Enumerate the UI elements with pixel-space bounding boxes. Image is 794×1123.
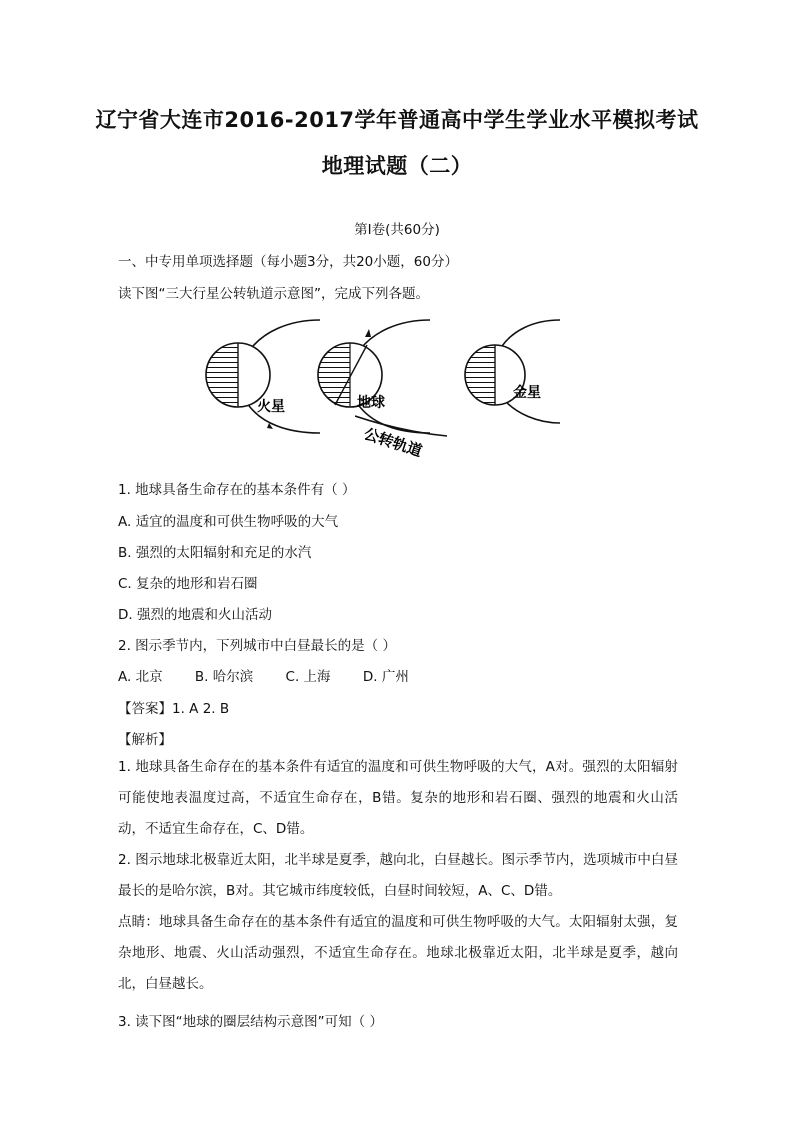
label-mars: 火星	[257, 399, 285, 415]
part-heading: 一、中专用单项选择题（每小题3分，共20小题，60分）	[118, 254, 458, 270]
q1-option-d: D. 强烈的地震和火山活动	[118, 607, 272, 623]
q2-option-c: C. 上海	[285, 669, 331, 685]
q1-option-a: A. 适宜的温度和可供生物呼吸的大气	[118, 514, 339, 530]
q1-stem: 1. 地球具备生命存在的基本条件有（ ）	[118, 482, 356, 498]
label-venus: 金星	[513, 385, 541, 401]
q2-options	[118, 665, 437, 685]
analysis-heading: 【解析】	[118, 732, 172, 748]
analysis-1: 1. 地球具备生命存在的基本条件有适宜的温度和可供生物呼吸的大气，A对。强烈的太阳辐射可能使地表温度过高，不适宜生命存在，B错。复杂的地形和岩石圈、强烈的地震和火山活动，不适宜生命存在，C、D错。	[118, 759, 678, 837]
q2-option-b: B. 哈尔滨	[194, 669, 254, 685]
answer-line: 【答案】1. A 2. B	[118, 701, 230, 717]
title-line-1: 辽宁省大连市2016-2017学年普通高中学生学业水平模拟考试	[95, 108, 699, 132]
venus-diagram	[455, 315, 565, 440]
q2-option-d: D. 广州	[362, 669, 409, 685]
tip-paragraph: 点睛：地球具备生命存在的基本条件有适宜的温度和可供生物呼吸的大气。太阳辐射太强，复杂地形、地震、火山活动强烈，不适宜生命存在。地球北极靠近太阳，北半球是夏季，越向北，白昼越长。	[118, 914, 678, 992]
q2-option-a: A. 北京	[118, 669, 163, 685]
mars-diagram	[206, 320, 320, 433]
q2-stem: 2. 图示季节内，下列城市中白昼最长的是（ ）	[118, 638, 396, 654]
question-intro: 读下图“三大行星公转轨道示意图”，完成下列各题。	[118, 286, 429, 302]
q1-option-b: B. 强烈的太阳辐射和充足的水汽	[118, 545, 312, 561]
q1-option-c: C. 复杂的地形和岩石圈	[118, 576, 258, 592]
label-orbit: 公转轨道	[361, 424, 425, 461]
title-line-2: 地理试题（二）	[321, 154, 473, 178]
analysis-2: 2. 图示地球北极靠近太阳，北半球是夏季，越向北，白昼越长。图示季节内，选项城市中白昼最长的是哈尔滨，B对。其它城市纬度较低，白昼时间较短，A、C、D错。	[118, 852, 678, 899]
orbit-label-graphic	[355, 408, 450, 463]
label-earth: 地球	[357, 395, 385, 411]
q3-stem: 3. 读下图“地球的圈层结构示意图”可知（ ）	[118, 1014, 383, 1030]
section-title: 第Ⅰ卷(共60分)	[354, 222, 440, 238]
